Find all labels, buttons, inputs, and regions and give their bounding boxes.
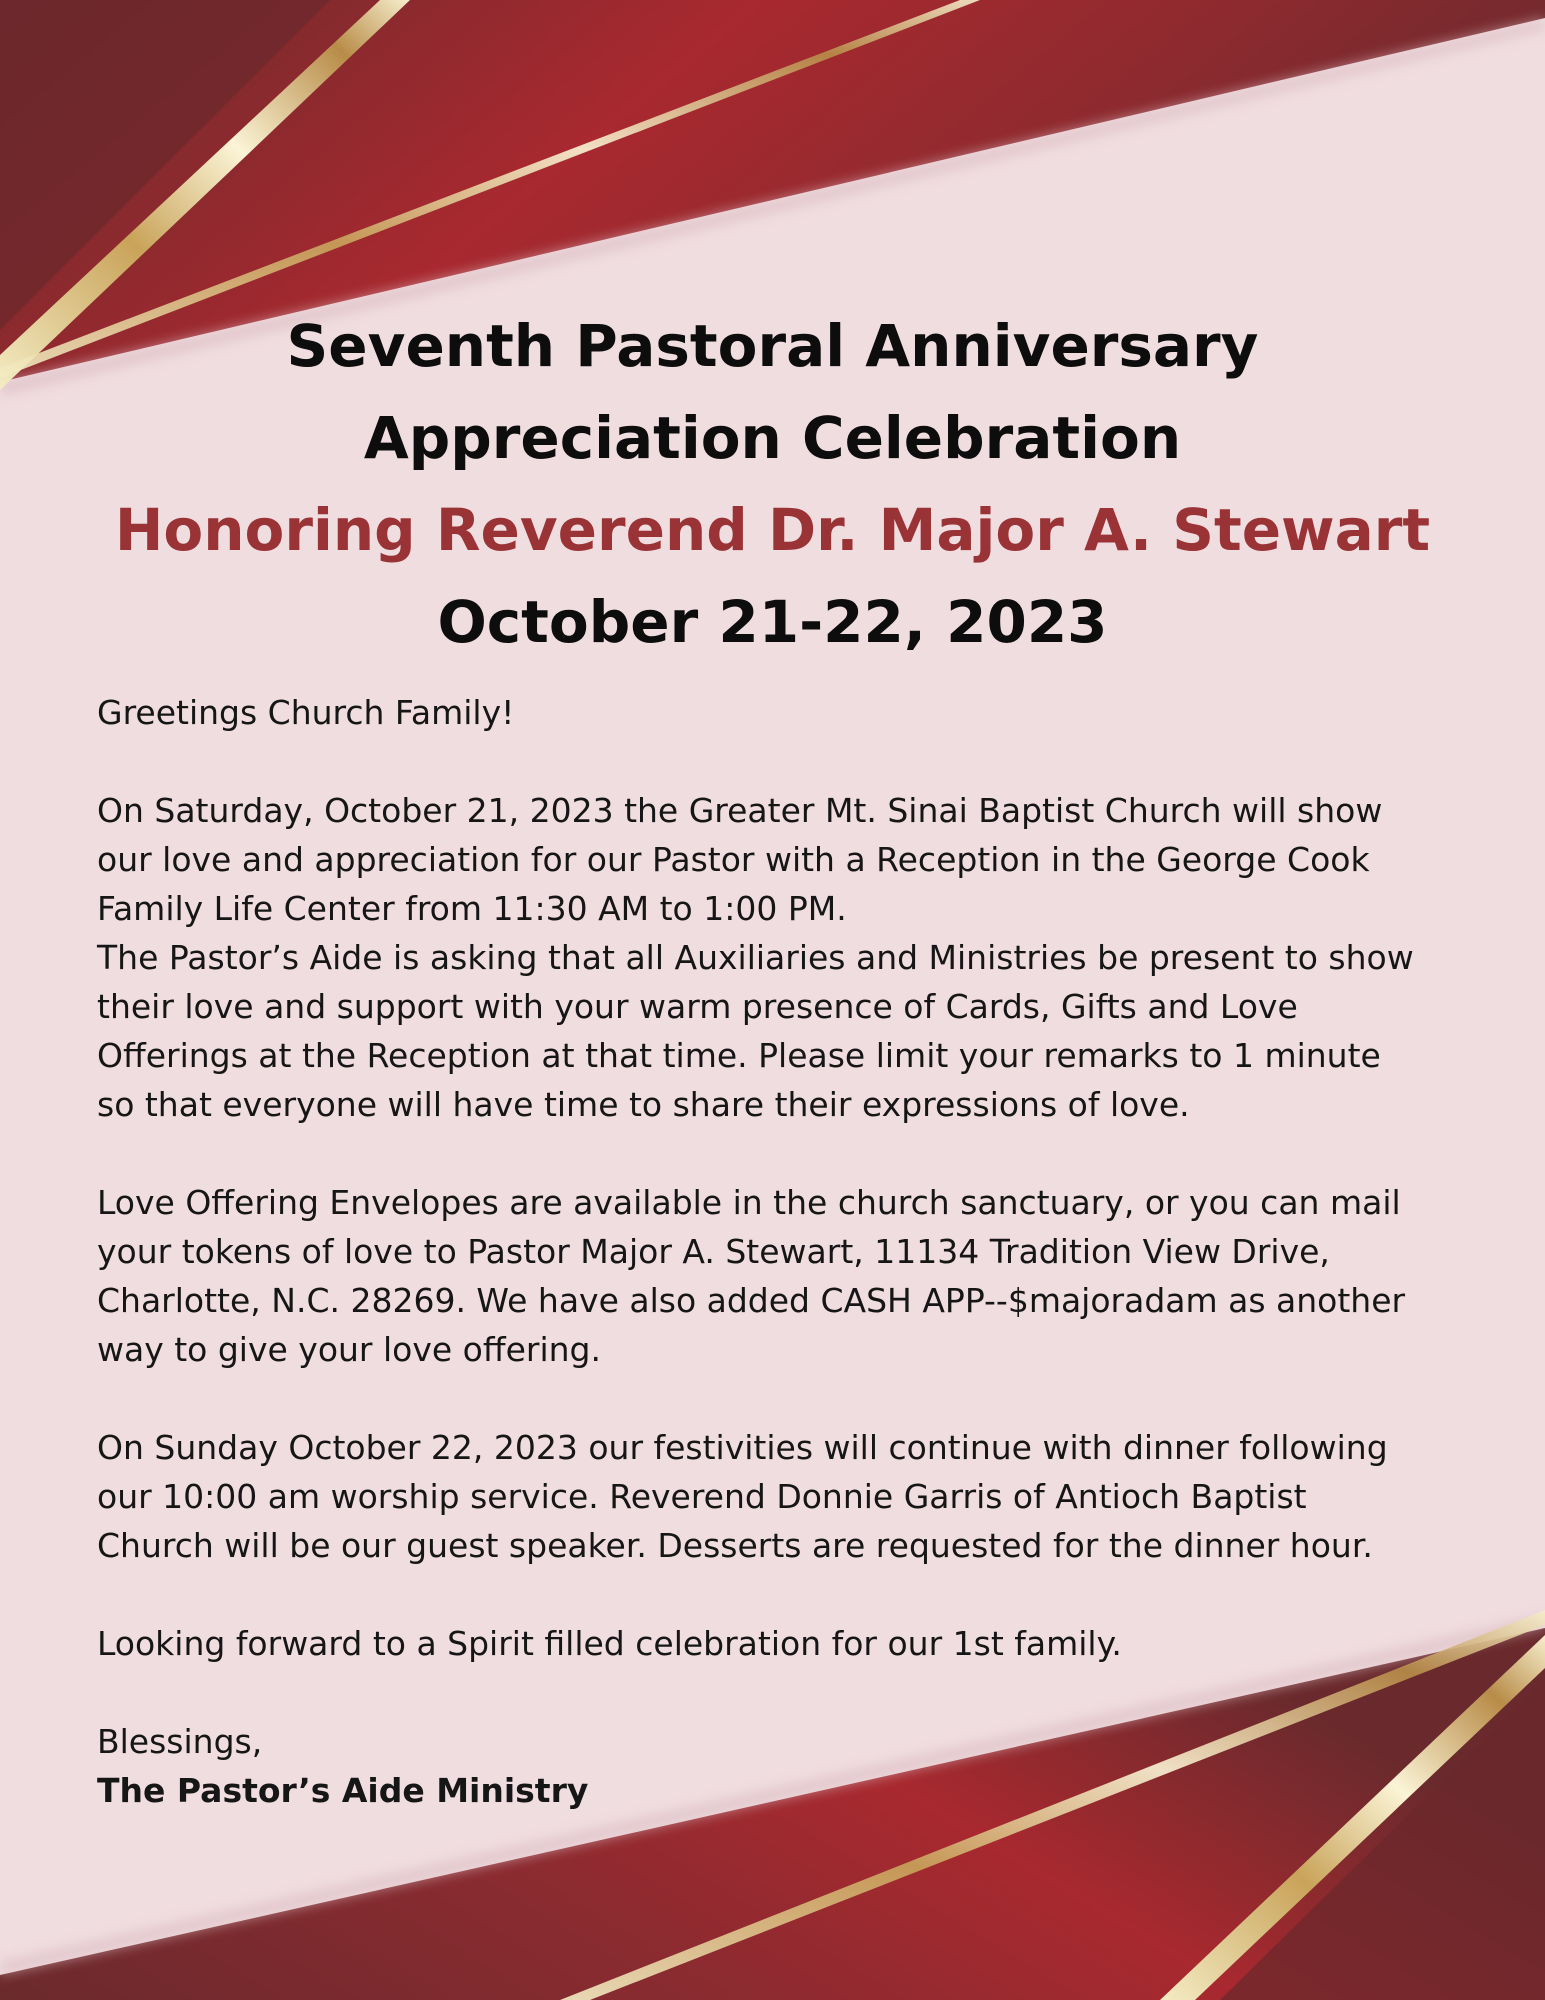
p3-line: Church will be our guest speaker. Desserts are requested for the dinner hour. — [97, 1526, 1373, 1565]
p1-line: Family Life Center from 11:30 AM to 1:00 PM. — [97, 889, 847, 928]
title-line-1: Seventh Pastoral Anniversary — [286, 312, 1259, 380]
valediction: Blessings, — [97, 1722, 263, 1761]
p2-line: Charlotte, N.C. 28269. We have also added CASH APP--$majoradam as another — [97, 1281, 1406, 1320]
p3-line: On Sunday October 22, 2023 our festivities will continue with dinner following — [97, 1428, 1388, 1467]
p1-line: their love and support with your warm presence of Cards, Gifts and Love — [97, 987, 1298, 1026]
p1-line: our love and appreciation for our Pastor with a Reception in the George Cook — [97, 840, 1370, 879]
paragraph-spacer — [97, 1374, 1477, 1423]
paragraph-spacer — [97, 1129, 1477, 1178]
signature: The Pastor’s Aide Ministry — [97, 1771, 589, 1810]
paragraph-spacer — [97, 737, 1477, 786]
paragraph-spacer — [97, 1668, 1477, 1717]
closing-line: Looking forward to a Spirit filled celebration for our 1st family. — [97, 1624, 1122, 1663]
title-block — [0, 300, 1545, 668]
p3-line: our 10:00 am worship service. Reverend Donnie Garris of Antioch Baptist — [97, 1477, 1307, 1516]
p1-line: On Saturday, October 21, 2023 the Greater Mt. Sinai Baptist Church will show — [97, 791, 1383, 830]
letter-body — [97, 688, 1477, 1815]
p1-line: Offerings at the Reception at that time. Please limit your remarks to 1 minute — [97, 1036, 1381, 1075]
title-line-2: Appreciation Celebration — [363, 404, 1182, 472]
p1-line: The Pastor’s Aide is asking that all Auxiliaries and Ministries be present to show — [97, 938, 1414, 977]
p2-line: your tokens of love to Pastor Major A. Stewart, 11134 Tradition View Drive, — [97, 1232, 1330, 1271]
p2-line: way to give your love offering. — [97, 1330, 601, 1369]
p1-line: so that everyone will have time to share their expressions of love. — [97, 1085, 1190, 1124]
honoree-line: Honoring Reverend Dr. Major A. Stewart — [114, 496, 1431, 564]
event-dates: October 21-22, 2023 — [437, 588, 1108, 656]
greeting: Greetings Church Family! — [97, 693, 515, 732]
p2-line: Love Offering Envelopes are available in the church sanctuary, or you can mail — [97, 1183, 1401, 1222]
paragraph-spacer — [97, 1570, 1477, 1619]
